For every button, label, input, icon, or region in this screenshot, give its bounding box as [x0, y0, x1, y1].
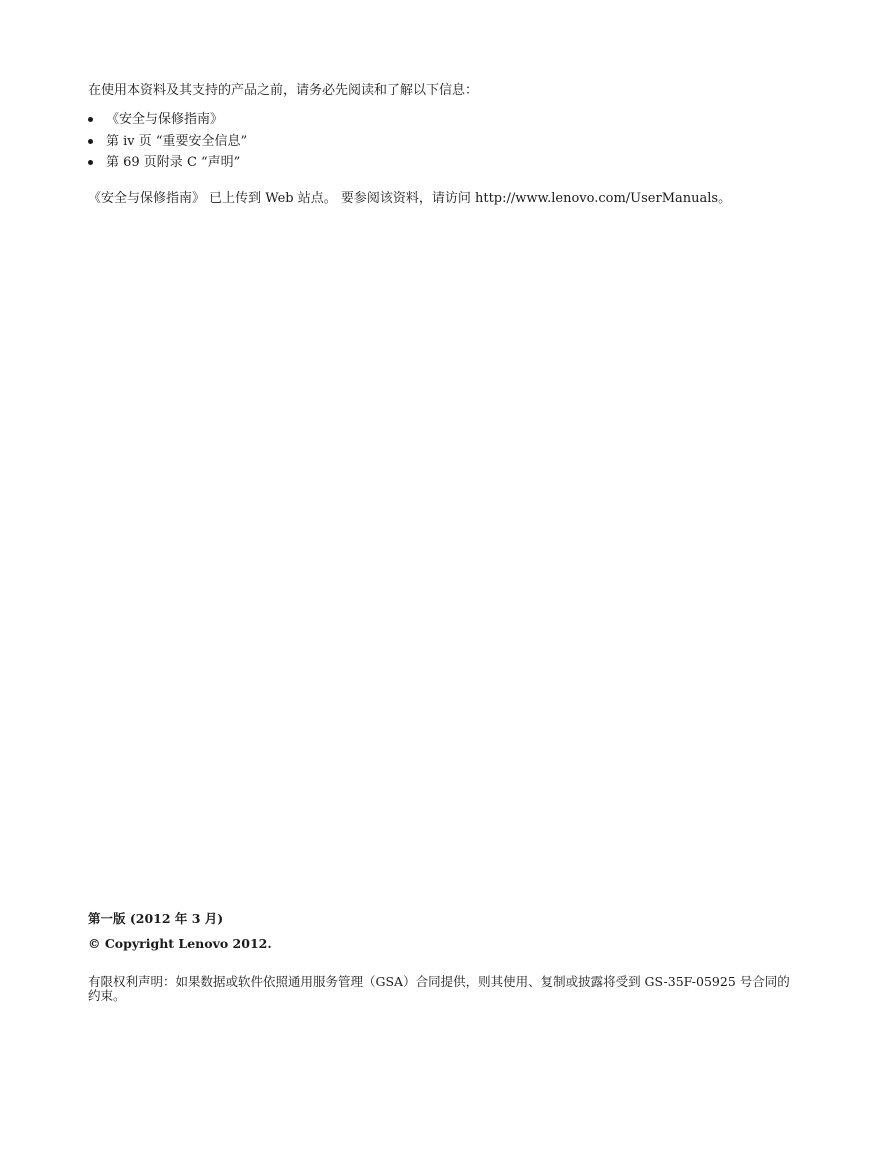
upload-notice: 《安全与保修指南》 已上传到 Web 站点。 要参阅该资料，请访问 http://www.lenovo.com/UserManuals。 — [88, 191, 732, 206]
list-item — [88, 131, 247, 153]
list-item-label: 第 69 页附录 C “声明” — [106, 155, 241, 170]
edition-line: 第一版 (2012 年 3 月) — [88, 911, 224, 926]
copyright-line: © Copyright Lenovo 2012. — [88, 936, 272, 951]
required-reading-list — [88, 109, 247, 174]
list-item — [88, 152, 247, 174]
intro-text: 在使用本资料及其支持的产品之前，请务必先阅读和了解以下信息： — [88, 83, 479, 98]
restricted-rights-notice: 有限权利声明：如果数据或软件依照通用服务管理（GSA）合同提供，则其使用、复制或披露将受到 GS-35F-05925 号合同的约束。 — [88, 974, 790, 1003]
bullet-icon — [88, 160, 93, 165]
list-item-label: 第 iv 页 “重要安全信息” — [106, 133, 248, 149]
bullet-icon — [88, 139, 93, 144]
bullet-icon — [88, 117, 93, 122]
list-item-label: 《安全与保修指南》 — [106, 112, 224, 127]
list-item — [88, 109, 247, 131]
